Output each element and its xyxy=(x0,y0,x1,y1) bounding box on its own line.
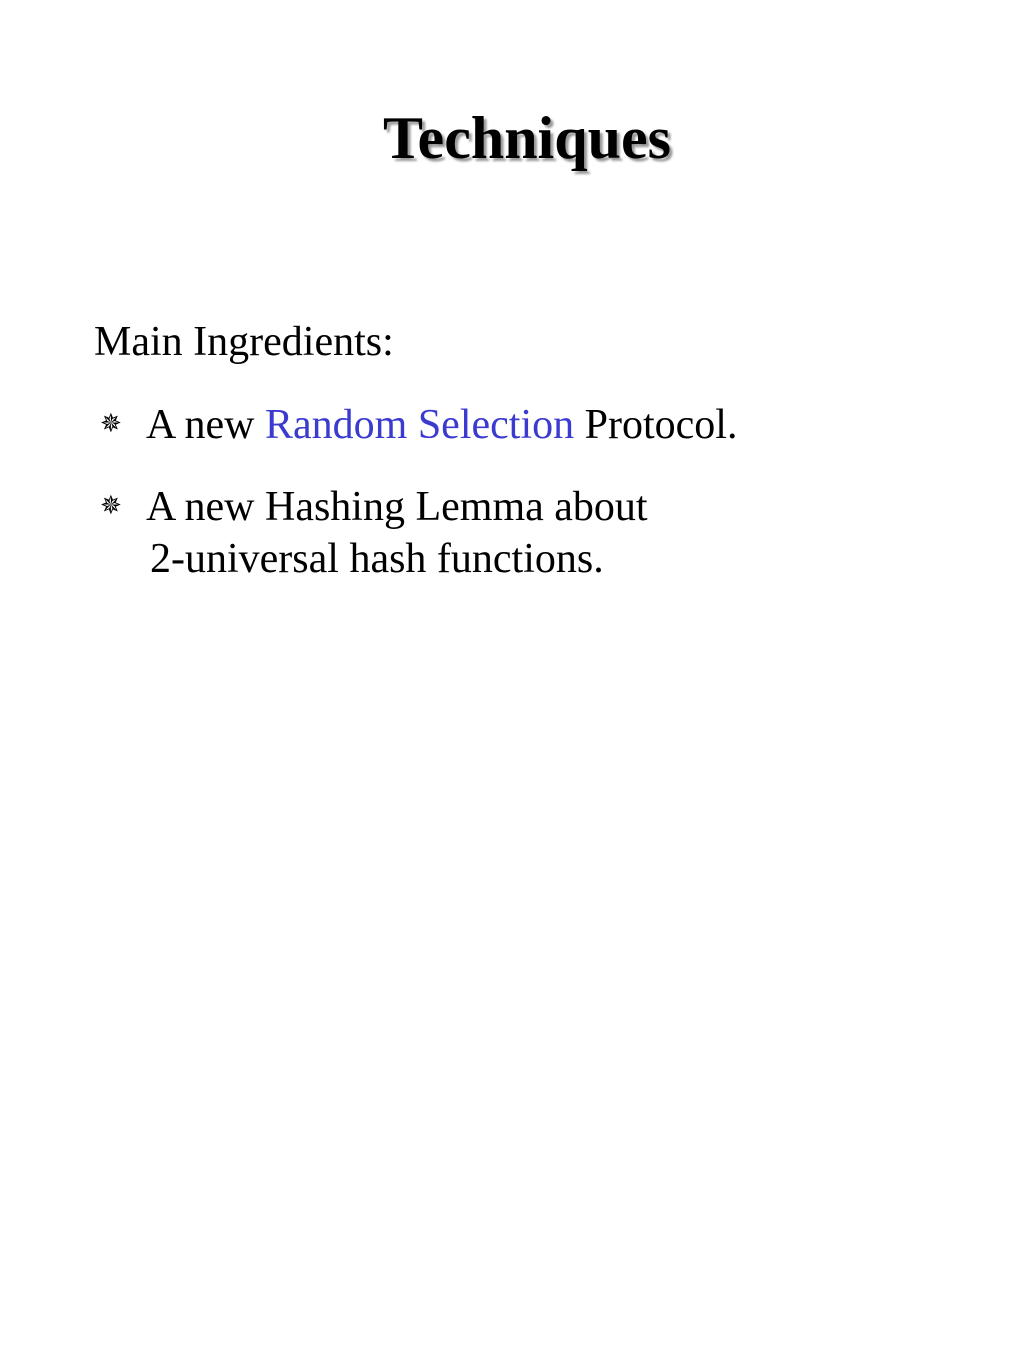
bullet-text-line2: 2-universal hash functions. xyxy=(150,536,604,582)
star-bullet-icon: ✵ xyxy=(100,491,122,521)
random-selection-highlight: Random Selection xyxy=(265,402,575,448)
bullet-item-random-selection xyxy=(94,398,737,451)
slide-title: Techniques xyxy=(383,105,671,171)
bullet-text-suffix: Protocol. xyxy=(574,402,738,448)
star-bullet-icon: ✵ xyxy=(100,409,122,439)
bullet-item-hashing-lemma xyxy=(94,480,648,585)
bullet-text-prefix: A new xyxy=(146,402,265,448)
bullet-text-line1: A new Hashing Lemma about xyxy=(146,484,648,530)
ingredients-heading: Main Ingredients: xyxy=(94,319,394,365)
